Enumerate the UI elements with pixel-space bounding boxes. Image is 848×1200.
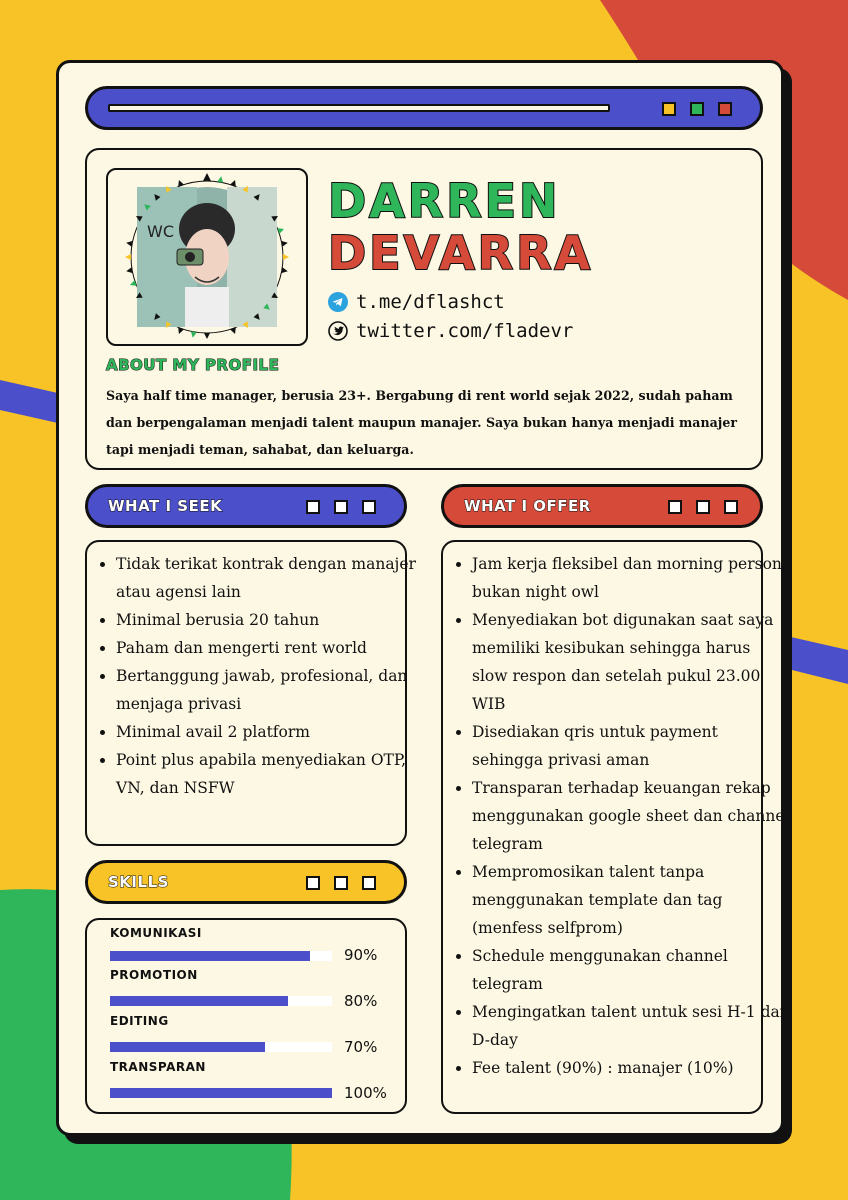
telegram-icon: [328, 292, 348, 312]
offer-item: • Transparan terhadap keuangan rekap menggunakan google sheet dan channel telegram: [472, 774, 790, 858]
seek-item: • Bertanggung jawab, profesional, dan menjaga privasi: [116, 662, 434, 718]
seek-square-1: [306, 500, 320, 514]
window-button-yellow[interactable]: [662, 102, 676, 116]
profile-photo: [108, 170, 306, 344]
skill-bar-fill: [110, 1042, 265, 1052]
offer-item: • Mempromosikan talent tanpa menggunakan template dan tag (menfess selfprom): [472, 858, 790, 942]
offer-square-1: [668, 500, 682, 514]
offer-item: • Jam kerja fleksibel dan morning person, bukan night owl: [472, 550, 790, 606]
skill-name: TRANSPARAN: [110, 1060, 206, 1074]
offer-list: [442, 550, 790, 1082]
offer-title: WHAT I OFFER: [464, 497, 591, 515]
about-title: ABOUT MY PROFILE: [106, 356, 280, 374]
offer-square-2: [696, 500, 710, 514]
skill-percent: 80%: [344, 992, 378, 1010]
skill-bar-track: [110, 996, 332, 1006]
skills-square-2: [334, 876, 348, 890]
about-text: Saya half time manager, berusia 23+. Bergabung di rent world sejak 2022, sudah paham dan berpengalaman menjadi talent maupun manajer. Saya bukan hanya menjadi manajer tapi menjadi teman, sahabat, dan keluarga.: [106, 388, 737, 457]
skill-name: PROMOTION: [110, 968, 198, 982]
seek-item: • Point plus apabila menyediakan OTP, VN, dan NSFW: [116, 746, 434, 802]
twitter-handle: twitter.com/fladevr: [356, 320, 574, 342]
skill-name: KOMUNIKASI: [110, 926, 202, 940]
offer-item: • Schedule menggunakan channel telegram: [472, 942, 790, 998]
offer-item: • Mengingatkan talent untuk sesi H-1 dan D-day: [472, 998, 790, 1054]
twitter-link[interactable]: [328, 320, 573, 342]
window-button-green[interactable]: [690, 102, 704, 116]
title-bar-line: [108, 104, 610, 112]
skill-bar-track: [110, 1042, 332, 1052]
window-button-red[interactable]: [718, 102, 732, 116]
skill-percent: 100%: [344, 1084, 387, 1102]
seek-item: • Paham dan mengerti rent world: [116, 634, 434, 662]
skill-percent: 70%: [344, 1038, 378, 1056]
seek-item: • Minimal berusia 20 tahun: [116, 606, 434, 634]
seek-list: [86, 550, 434, 802]
window-title-bar: [85, 86, 763, 130]
seek-square-2: [334, 500, 348, 514]
skills-square-1: [306, 876, 320, 890]
skill-percent: 90%: [344, 946, 378, 964]
skill-bar-fill: [110, 996, 288, 1006]
telegram-handle: t.me/dflashct: [356, 291, 505, 313]
skill-bar-track: [110, 1088, 332, 1098]
seek-square-3: [362, 500, 376, 514]
seek-header: [85, 484, 407, 528]
skill-name: EDITING: [110, 1014, 169, 1028]
offer-item: • Disediakan qris untuk payment sehingga privasi aman: [472, 718, 790, 774]
skills-header: [85, 860, 407, 904]
svg-text:WC: WC: [147, 222, 174, 241]
telegram-link[interactable]: [328, 291, 505, 313]
skill-bar-fill: [110, 1088, 332, 1098]
twitter-icon: [328, 321, 348, 341]
seek-title: WHAT I SEEK: [108, 497, 223, 515]
skills-square-3: [362, 876, 376, 890]
seek-item: • Minimal avail 2 platform: [116, 718, 434, 746]
skill-bar-track: [110, 951, 332, 961]
skill-bar-fill: [110, 951, 310, 961]
seek-item: • Tidak terikat kontrak dengan manajer atau agensi lain: [116, 550, 434, 606]
skills-title: SKILLS: [108, 873, 169, 891]
photo-frame: [106, 168, 308, 346]
offer-header: [441, 484, 763, 528]
first-name: DARREN: [328, 174, 561, 228]
last-name: DEVARRA: [328, 226, 594, 280]
offer-item: • Fee talent (90%) : manajer (10%): [472, 1054, 790, 1082]
offer-square-3: [724, 500, 738, 514]
offer-item: • Menyediakan bot digunakan saat saya memiliki kesibukan sehingga harus slow respon dan setelah pukul 23.00 WIB: [472, 606, 790, 718]
